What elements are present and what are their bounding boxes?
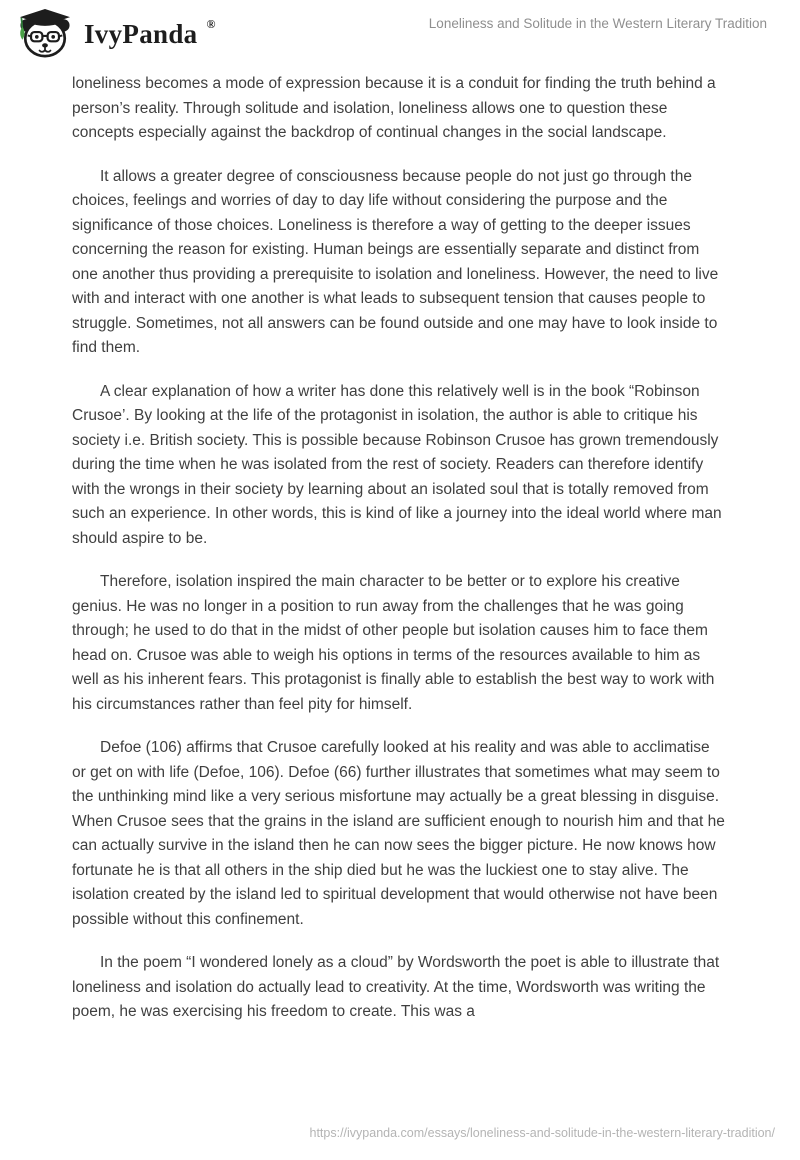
- essay-body: [0, 60, 726, 1025]
- paragraph-1: loneliness becomes a mode of expression because it is a conduit for finding the truth behind a person’s reality. Through solitude and isolation, loneliness allows one to question these concepts especially against the backdrop of continual changes in the social landscape.: [72, 75, 716, 141]
- registered-trademark-mark: ®: [206, 16, 216, 31]
- paragraph-2: It allows a greater degree of consciousness because people do not just go through the choices, feelings and worries of day to day life without considering the purpose and the significance of those choices. Loneliness is therefore a way of getting to the deeper issues concerning the reason for existing. Human beings are essentially separate and distinct from one another thus providing a prerequisite to isolation and loneliness. However, the need to live with and interact with one another is what leads to subsequent tension that causes people to struggle. Sometimes, not all answers can be found outside and one may have to look inside to find them.: [72, 167, 719, 356]
- paragraph-6: In the poem “I wondered lonely as a cloud” by Wordsworth the poet is able to illustrate that loneliness and isolation do actually lead to creativity. At the time, Wordsworth was writing the poem, he was exercising his freedom to create. This was a: [72, 954, 720, 1020]
- paragraph-3: A clear explanation of how a writer has done this relatively well is in the book “Robinson Crusoe’. By looking at the life of the protagonist in isolation, the author is able to critique his society i.e. British society. This is possible because Robinson Crusoe has grown tremendously during the time when he was isolated from the rest of society. Readers can therefore identify with the wrongs in their society by learning about an isolated soul that is totally removed from such an experience. In other words, this is kind of like a journey into the ideal world where man should aspire to be.: [72, 382, 722, 547]
- source-url-link[interactable]: https://ivypanda.com/essays/loneliness-and-solitude-in-the-western-literary-tradition/: [309, 1126, 775, 1140]
- page-header: [0, 0, 800, 60]
- page-footer: [310, 1124, 776, 1142]
- paragraph-5: Defoe (106) affirms that Crusoe carefully looked at his reality and was able to acclimatise or get on with life (Defoe, 106). Defoe (66) further illustrates that sometimes what may seem to the unthinking mind like a very serious misfortune may actually be a great blessing in disguise. When Crusoe sees that the grains in the island are sufficient enough to nourish him and that he can actually survive in the island then he can now sees the bigger picture. He now knows how fortunate he is that all others in the ship died but he was the luckiest one to stay alive. The isolation created by the island led to spiritual development that would otherwise not have been possible without this confinement.: [72, 739, 725, 928]
- brand-name: IvyPanda: [84, 18, 198, 49]
- paragraph-4: Therefore, isolation inspired the main character to be better or to explore his creative genius. He was no longer in a position to run away from the challenges that he was going through; he used to do that in the midst of other people but isolation causes him to face them head on. Crusoe was able to weigh his options in terms of the resources available to him as well as his inherent fears. This protagonist is finally able to establish the best way to work with his circumstances rather than feel pity for himself.: [72, 573, 715, 713]
- brand-logo[interactable]: [14, 8, 214, 60]
- panda-graduation-cap-icon: [14, 8, 76, 60]
- page-title: Loneliness and Solitude in the Western Literary Tradition: [428, 16, 767, 31]
